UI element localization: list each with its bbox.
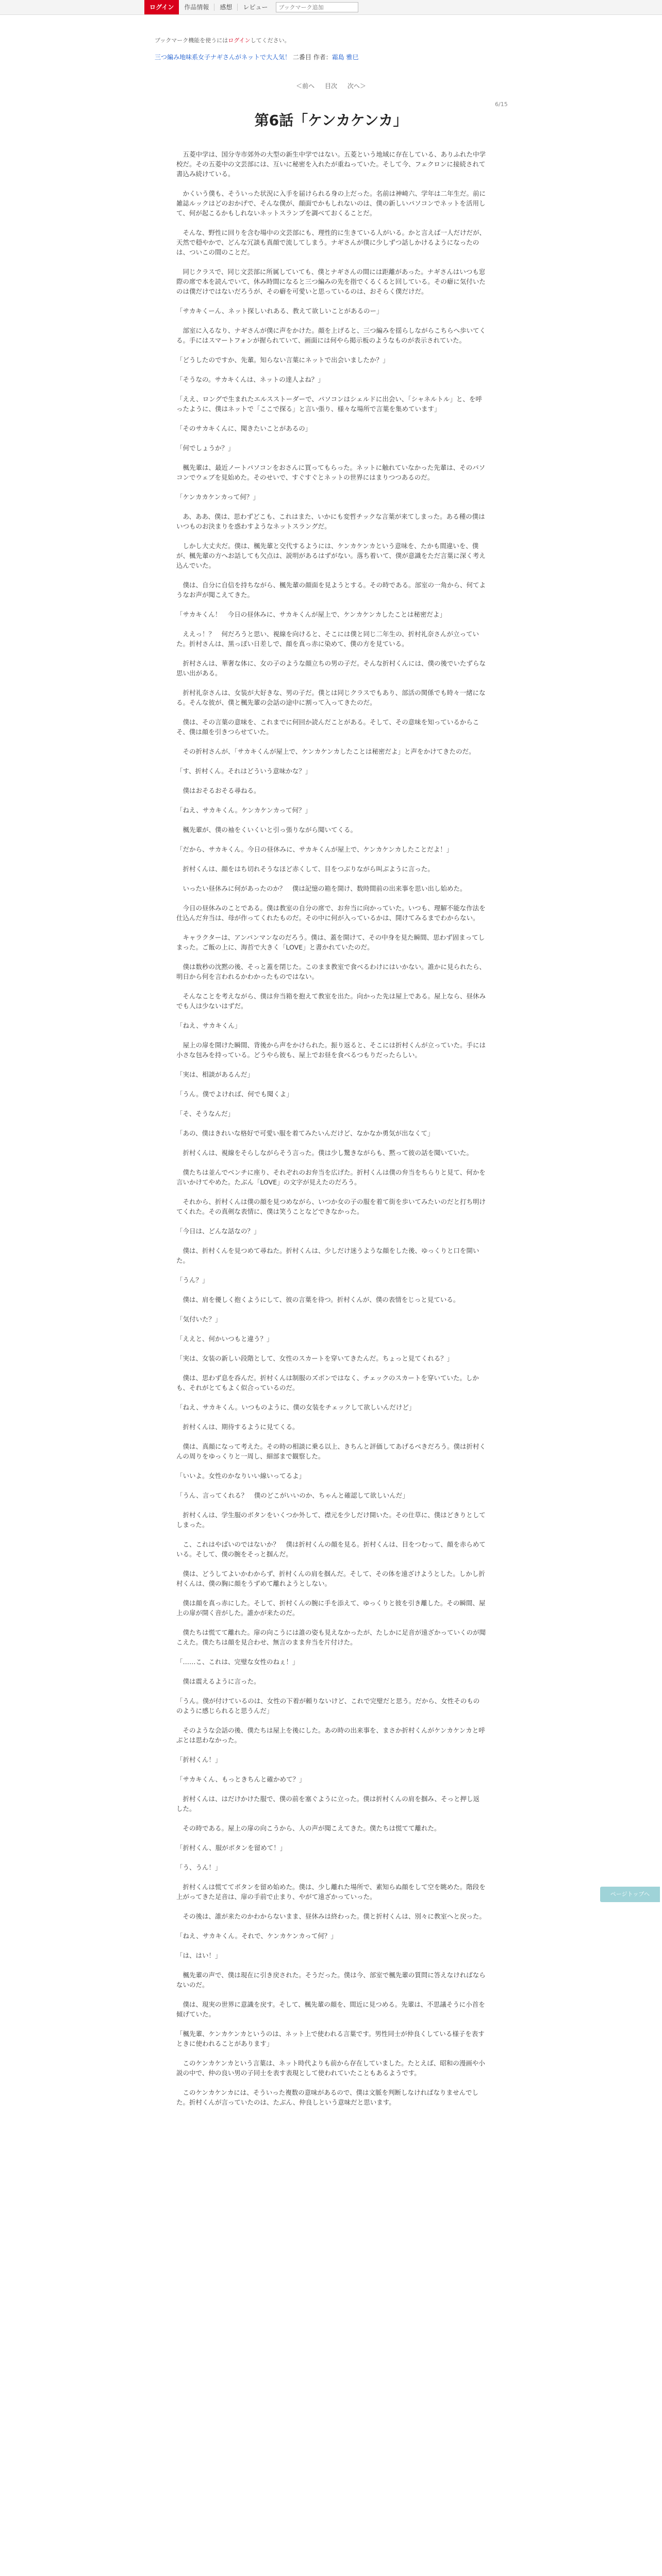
narrative-paragraph: 僕たちは並んでベンチに座り、それぞれのお弁当を広げた。折村くんは僕の弁当をちらりと見て、何かを言いかけてやめた。たぶん「LOVE」の文字が見えたのだろう。 bbox=[176, 1168, 486, 1186]
narrative-paragraph: あ、ああ、僕は、思わずどこも、これはまた、いかにも変哲チックな言葉が来てしまった。ある種の僕はいつものお決まりを惑わすようなネットスラングだ。 bbox=[176, 513, 485, 530]
narrative-paragraph: 僕は数秒の沈黙の後、そっと蓋を閉じた。このまま教室で食べるわけにはいかない。誰かに見られたら、明日から何を言われるかわかったものではない。 bbox=[176, 963, 486, 980]
series-info bbox=[155, 53, 359, 61]
author-prefix: 作者： bbox=[313, 54, 332, 61]
narrative-paragraph: このケンカケンカには、そういった複数の意味があるので、僕は文脈を判断しなければなりませんでした。折村くんが言っていたのは、たぶん、仲良しという意味だと思います。 bbox=[176, 2089, 479, 2106]
dialog-line: 「サカキくん、もっときちんと確かめて？」 bbox=[176, 1775, 306, 1783]
narrative-paragraph: 折村くんは、期待するように見てくる。 bbox=[183, 1423, 299, 1431]
narrative-paragraph: 僕は、折村くんを見つめて尋ねた。折村くんは、少しだけ迷うような顔をした後、ゆっくりと口を開いた。 bbox=[176, 1247, 479, 1264]
dialog-line: 「今日は、どんな話なの？」 bbox=[176, 1227, 260, 1235]
narrative-paragraph: 折村くんは、視線をそらしながらそう言った。僕は少し驚きながらも、黙って彼の話を聞いていた。 bbox=[183, 1149, 473, 1157]
page-top-button[interactable]: ページトップへ bbox=[600, 1887, 660, 1902]
narrative-paragraph: それから、折村くんは僕の顔を見つめながら、いつか女の子の服を着て街を歩いてみたいのだと打ち明けてくれた。その真剣な表情に、僕は笑うことなどできなかった。 bbox=[176, 1198, 486, 1215]
narrative-paragraph: 折村くんは、学生服のボタンをいくつか外して、襟元を少しだけ開いた。その仕草に、僕はどきりとしてしまった。 bbox=[176, 1511, 486, 1529]
dialog-line: 「気付いた？」 bbox=[176, 1315, 222, 1323]
dialog-line: 「うん？」 bbox=[176, 1276, 209, 1284]
dialog-line: 「ねえ、サカキくん。ケンカケンカって何？」 bbox=[176, 806, 312, 814]
narrative-paragraph: 僕は、どうしてよいかわからず、折村くんの肩を掴んだ。そして、その体を遠ざけようとした。しかし折村くんは、僕の胸に顔をうずめて離れようとしない。 bbox=[176, 1570, 485, 1587]
dialog-line: 「そ、そうなんだ」 bbox=[176, 1110, 235, 1117]
top-navigation-inner bbox=[144, 0, 358, 14]
prev-chapter-link[interactable]: ＜前へ bbox=[296, 82, 315, 90]
dialog-line: 「サカキくん！ 今日の昼休みに、サカキくんが屋上で、ケンカケンカしたことは秘密だよ」 bbox=[176, 611, 446, 618]
narrative-paragraph: 五菱中学は、国分寺市郊外の大型の新生中学ではない。五菱という地域に存在している、ありふれた中学校だ。その五菱中の文芸部には、互いに秘密を入れたが重ねっていた。そして今、フェクロンに接続されて書込み続けている。 bbox=[176, 150, 486, 178]
pager bbox=[0, 81, 662, 90]
narrative-paragraph: 僕は、現実の世界に意識を戻す。そして、楓先輩の顔を、間近に見つめる。先輩は、不思議そうに小首を傾げていた。 bbox=[176, 2001, 485, 2018]
dialog-line: 「ケンカカケンカって何？」 bbox=[176, 493, 259, 501]
narrative-paragraph: いったい昼休みに何があったのか？ 僕は記憶の箱を開け、数時間前の出来事を思い出し始めた。 bbox=[183, 885, 467, 892]
dialog-line: 「実は、相談があるんだ」 bbox=[176, 1071, 254, 1078]
table-of-contents-link[interactable]: 目次 bbox=[324, 82, 337, 90]
narrative-paragraph: 楓先輩の声で、僕は現在に引き戻された。そうだった。僕は今、部室で楓先輩の質問に答えなければならないのだ。 bbox=[176, 1971, 486, 1989]
narrative-paragraph: 楓先輩は、最近ノートパソコンをおさんに買ってもらった。ネットに触れていなかった先輩は、そのパソコンでウェブを見始めた。そのせいで、すぐすぐとネットの世界にはまりつつあるのだ。 bbox=[176, 464, 486, 481]
narrative-paragraph: 折村くんは、顔をはち切れそうなほど赤くして、目をつぶりながら叫ぶように言った。 bbox=[183, 865, 434, 873]
nav-link-impressions[interactable]: 感想 bbox=[214, 4, 238, 11]
dialog-line: 「そのサカキくんに、聞きたいことがあるの」 bbox=[176, 425, 312, 432]
dialog-line: 「す、折村くん。それはどういう意味かな？」 bbox=[176, 767, 312, 775]
dialog-line: 「ねえ、サカキくん」 bbox=[176, 1022, 241, 1029]
narrative-paragraph: そんな、野性に回りを含む場中の文芸部にも、理性的に生きている人がいる。かと言えば一人だけだが、天然で穏やかで、どんな冗談も真顔で流してしまう。ナギさんが僕に少しずつ話しかけるようになったのは、ついこの間のことだ。 bbox=[176, 229, 486, 256]
dialog-line: 「うん、言ってくれる？ 僕のどこがいいのか、ちゃんと確認して欲しいんだ」 bbox=[176, 1492, 409, 1499]
narrative-paragraph: このケンカケンカという言葉は、ネット時代よりも前から存在していました。たとえば、昭和の漫画や小説の中で、仲の良い男の子同士を表す表現として使われていたこともあるようです。 bbox=[176, 2059, 485, 2077]
series-chapter-no: 二番目 bbox=[292, 54, 311, 61]
narrative-paragraph: 折村さんは、華奢な体に、女の子のような顔立ちの男の子だ。そんな折村くんには、僕の後でいたずらな思い出がある。 bbox=[176, 659, 486, 677]
novel-body bbox=[176, 149, 486, 2117]
narrative-paragraph: 折村礼奈さんは、女装が大好きな、男の子だ。僕とは同じクラスでもあり、部活の関係でも時々一緒になる。そんな彼が、僕と楓先輩の会話の途中に割って入ってきたのだ。 bbox=[176, 689, 486, 706]
bookmark-add-input[interactable] bbox=[276, 2, 358, 12]
narrative-paragraph: 折村くんは、はだけかけた服で、僕の前を塞ぐように立った。僕は折村くんの肩を掴み、そっと押し返した。 bbox=[176, 1795, 480, 1812]
dialog-line: 「何でしょうか？」 bbox=[176, 444, 235, 452]
narrative-paragraph: 楓先輩が、僕の袖をくいくいと引っ張りながら聞いてくる。 bbox=[183, 826, 357, 834]
chapter-title: 第6話「ケンカケンカ」 bbox=[254, 112, 408, 129]
dialog-line: 「いいよ。女性のかなりいい線いってるよ」 bbox=[176, 1472, 306, 1480]
dialog-line: 「は、はい！」 bbox=[176, 1952, 222, 1959]
dialog-line: 「……こ、これは、完璧な女性のねぇ！」 bbox=[176, 1658, 299, 1666]
dialog-line: 「どうしたのですか、先輩。知らない言葉にネットで出会いましたか？」 bbox=[176, 356, 389, 364]
notice-suffix: してください。 bbox=[250, 37, 290, 44]
narrative-paragraph: 僕は、思わず息を呑んだ。折村くんは制服のズボンではなく、チェックのスカートを穿いていた。しかも、それがとてもよく似合っているのだ。 bbox=[176, 1374, 479, 1392]
narrative-paragraph: 折村くんは慌ててボタンを留め始めた。僕は、少し離れた場所で、素知らぬ顔をして空を眺めた。階段を上がってきた足音は、扉の手前で止まり、やがて遠ざかっていった。 bbox=[176, 1883, 486, 1901]
notice-login-link[interactable]: ログイン bbox=[228, 37, 251, 44]
dialog-line: 「そうなの。サカキくんは、ネットの達人よね？」 bbox=[176, 376, 324, 383]
author-link[interactable]: 霜島 雅巳 bbox=[332, 54, 359, 61]
dialog-line: 「ねえ、サカキくん。いつものように、僕の女装をチェックして欲しいんだけど」 bbox=[176, 1403, 416, 1411]
narrative-paragraph: しかし大丈夫だ。僕は、楓先輩と交代するようには、ケンカケンカという意味を、たかも間違いを、僕が、楓先輩の方へお話しても欠点は、説明があるはずがない。落ち着いて、僕が意識をただ言葉に深く考え込んでいた。 bbox=[176, 542, 486, 569]
narrative-paragraph: 部室に入るなり、ナギさんが僕に声をかけた。顔を上げると、三つ編みを揺らしながらこちらへ歩いてくる。手にはスマートフォンが握られていて、画面には何やら掲示板のようなものが表示されていた。 bbox=[176, 327, 486, 344]
dialog-line: 「サカキくーん、ネット探しいれある、教えて欲しいことがあるのー」 bbox=[176, 307, 383, 315]
narrative-paragraph: 僕は、肩を優しく抱くようにして、彼の言葉を待つ。折村くんが、僕の表情をじっと見ている。 bbox=[183, 1296, 460, 1303]
narrative-paragraph: 僕たちは慌てて離れた。扉の向こうには誰の姿も見えなかったが、たしかに足音が遠ざかっていくのが聞こえた。僕たちは顔を見合わせ、無言のまま弁当を片付けた。 bbox=[176, 1629, 486, 1646]
dialog-line: 「折村くん！」 bbox=[176, 1756, 222, 1764]
narrative-paragraph: 僕はおそるおそる尋ねる。 bbox=[183, 787, 260, 794]
dialog-line: 「実は、女装の新しい段階として、女性のスカートを穿いてきたんだ。ちょっと見てくれる？」 bbox=[176, 1354, 454, 1362]
login-button[interactable]: ログイン bbox=[144, 0, 179, 14]
narrative-paragraph: 屋上の扉を開けた瞬間、背後から声をかけられた。振り返ると、そこには折村くんが立っていた。手には小さな包みを持っている。どうやら彼も、屋上でお昼を食べるつもりだったらしい。 bbox=[176, 1041, 486, 1059]
nav-link-reviews[interactable]: レビュー bbox=[243, 4, 268, 11]
narrative-paragraph: 同じクラスで、同じ文芸部に所属していても、僕とナギさんの間には距離があった。ナギさんはいつも窓際の席で本を読んでいて、休み時間になると三つ編みの先を指でくるくると回している。その癖に気付いたのは僕だけではないだろうが、その癖を可愛いと思っているのは、おそらく僕だけだ。 bbox=[176, 268, 486, 295]
dialog-line: 「ええ、ロングで生まれたエルスストーダーで、パソコンはシェルドに出会い、「シャネルトル」と、を呼ったように、僕はネットで「ここで探る」と言い張り、様々な場所で言葉を集めています」 bbox=[176, 395, 482, 413]
next-chapter-link[interactable]: 次へ＞ bbox=[347, 82, 366, 90]
narrative-paragraph: 今日の昼休みのことである。僕は教室の自分の席で、お弁当に向かっていた。いつも、理解不能な作法を仕込んだ弁当は、母が作ってくれたものだ。その中に何が入っているかは、開けてみるまでわからない。 bbox=[176, 904, 486, 922]
dialog-line: 「あの、僕はきれいな格好で可愛い服を着てみたいんだけど、なかなか勇気が出なくて」 bbox=[176, 1129, 434, 1137]
narrative-paragraph: ええっ！？ 何だろうと思い、視線を向けると、そこには僕と同じ二年生の、折村礼奈さんが立っていた。折村さんは、黒っぽい日差しで、顔を真っ赤に染めて、僕の方を見ている。 bbox=[176, 630, 479, 648]
top-navigation-bar bbox=[0, 0, 662, 15]
dialog-line: 「う、うん！」 bbox=[176, 1863, 222, 1871]
dialog-line: 「ええと、何かいつもと違う？」 bbox=[176, 1335, 273, 1343]
narrative-paragraph: 僕は震えるように言った。 bbox=[183, 1677, 260, 1685]
bookmark-notice bbox=[155, 36, 290, 44]
page-number: 6/15 bbox=[495, 101, 508, 108]
narrative-paragraph: その折村さんが、「サカキくんが屋上で、ケンカケンカしたことは秘密だよ」と声をかけてきたのだ。 bbox=[183, 748, 475, 755]
narrative-paragraph: 僕は、その言葉の意味を、これまでに何回か読んだことがある。そして、その意味を知っているからこそ、僕は顔を引きつらせていた。 bbox=[176, 718, 479, 736]
dialog-line: 「うん。僕でよければ、何でも聞くよ」 bbox=[176, 1090, 293, 1098]
narrative-paragraph: かくいう僕も、そういった状況に入手を届けられる身の上だった。名前は神崎六、学年は二年生だ。前に雑誌ルックはどのおかげで、そんな僕が、顔面でかもしれないのは、僕の新しいパソコンでネットを活用して、何が起こるかもしれないネットスランプを調べておくることだ。 bbox=[176, 190, 486, 217]
dialog-line: 「ねえ、サカキくん。それで、ケンカケンカって何？」 bbox=[176, 1932, 337, 1940]
nav-link-work-info[interactable]: 作品情報 bbox=[179, 4, 214, 11]
narrative-paragraph: そのような会話の後、僕たちは屋上を後にした。あの時の出来事を、まさか折村くんがケンカケンカと呼ぶとは思わなかった。 bbox=[176, 1726, 485, 1744]
dialog-line: 「だから、サカキくん。今日の昼休みに、サカキくんが屋上で、ケンカケンカしたことだよ！」 bbox=[176, 845, 453, 853]
narrative-paragraph: キャラクターは、アンパンマンなのだろう。僕は、蓋を開けて、その中身を見た瞬間、思わず固まってしまった。ご飯の上に、海苔で大きく「LOVE」と書かれていたのだ。 bbox=[176, 934, 485, 951]
narrative-paragraph: こ、これはやばいのではないか？ 僕は折村くんの顔を見る。折村くんは、目をつむって、顔を赤らめている。そして、僕の腕をそっと掴んだ。 bbox=[176, 1540, 486, 1558]
notice-prefix: ブックマーク機能を使うには bbox=[155, 37, 228, 44]
dialog-line: 「楓先輩、ケンカケンカというのは、ネット上で使われる言葉です。男性同士が仲良くしている様子を表すときに使われることがあります」 bbox=[176, 2030, 485, 2047]
narrative-paragraph: 僕は顔を真っ赤にした。そして、折村くんの腕に手を添えて、ゆっくりと彼を引き離した。その瞬間、屋上の扉が開く音がした。誰かが来たのだ。 bbox=[176, 1599, 486, 1617]
narrative-paragraph: その後は、誰が来たのかわからないまま、昼休みは終わった。僕と折村くんは、別々に教室へと戻った。 bbox=[183, 1912, 486, 1920]
dialog-line: 「うん。僕が付けているのは、女性の下着が頼りないけど、これで完璧だと思う。だから、女性そのもののように感じられると思うんだ」 bbox=[176, 1697, 480, 1715]
narrative-paragraph: そんなことを考えながら、僕は弁当箱を抱えて教室を出た。向かった先は屋上である。屋上なら、昼休みでも人は少ないはずだ。 bbox=[176, 992, 486, 1010]
narrative-paragraph: 僕は、真顔になって考えた。その時の相談に乗る以上、きちんと評価してあげるべきだろう。僕は折村くんの周りをゆっくりと一周し、細部まで観察した。 bbox=[176, 1443, 486, 1460]
narrative-paragraph: 僕は、自分に自信を持ちながら、楓先輩の顔面を見ようとする。その時である。部室の一角から、何てようなお声が聞こえてきた。 bbox=[176, 581, 486, 599]
series-title-link[interactable]: 三つ編み地味系女子ナギさんがネットで大人気！ bbox=[155, 54, 291, 61]
dialog-line: 「折村くん、服がボタンを留めて！」 bbox=[176, 1844, 287, 1852]
narrative-paragraph: その時である。屋上の扉の向こうから、人の声が聞こえてきた。僕たちは慌てて離れた。 bbox=[183, 1824, 441, 1832]
